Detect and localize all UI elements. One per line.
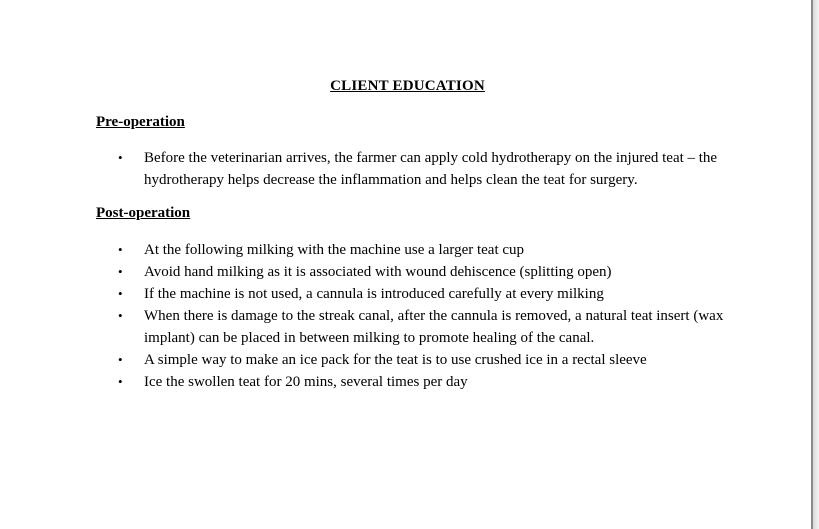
page-shadow (813, 0, 819, 529)
list-item-text: Avoid hand milking as it is associated with wound dehiscence (splitting open) (144, 264, 612, 280)
list-item-text: Before the veterinarian arrives, the farmer can apply cold hydrotherapy on the injured teat – the hydrotherapy helps decrease the inflammation and helps clean the teat for surgery. (144, 150, 718, 188)
list-item (0, 305, 760, 349)
list-item-text: At the following milking with the machine use a larger teat cup (144, 242, 525, 258)
post-operation-heading: Post-operation (96, 205, 191, 221)
list-item (0, 239, 760, 261)
list-item (0, 283, 760, 305)
list-item (0, 147, 760, 191)
list-item (0, 371, 760, 393)
pre-operation-list (0, 147, 760, 191)
bullet-icon: • (118, 286, 123, 301)
bullet-icon: • (118, 352, 123, 367)
bullet-icon: • (118, 150, 123, 165)
bullet-icon: • (118, 264, 123, 279)
bullet-icon: • (118, 374, 123, 389)
post-operation-list (0, 239, 760, 393)
list-item-text: When there is damage to the streak canal, after the cannula is removed, a natural teat insert (wax implant) can be placed in between milking to promote healing of the canal. (144, 308, 724, 346)
list-item-text: If the machine is not used, a cannula is introduced carefully at every milking (144, 286, 604, 302)
pre-operation-heading: Pre-operation (96, 114, 185, 130)
bullet-icon: • (118, 308, 123, 323)
list-item-text: Ice the swollen teat for 20 mins, several times per day (144, 374, 468, 390)
list-item (0, 261, 760, 283)
bullet-icon: • (118, 242, 123, 257)
list-item (0, 349, 760, 371)
list-item-text: A simple way to make an ice pack for the teat is to use crushed ice in a rectal sleeve (144, 352, 647, 368)
page-title: CLIENT EDUCATION (330, 78, 485, 94)
